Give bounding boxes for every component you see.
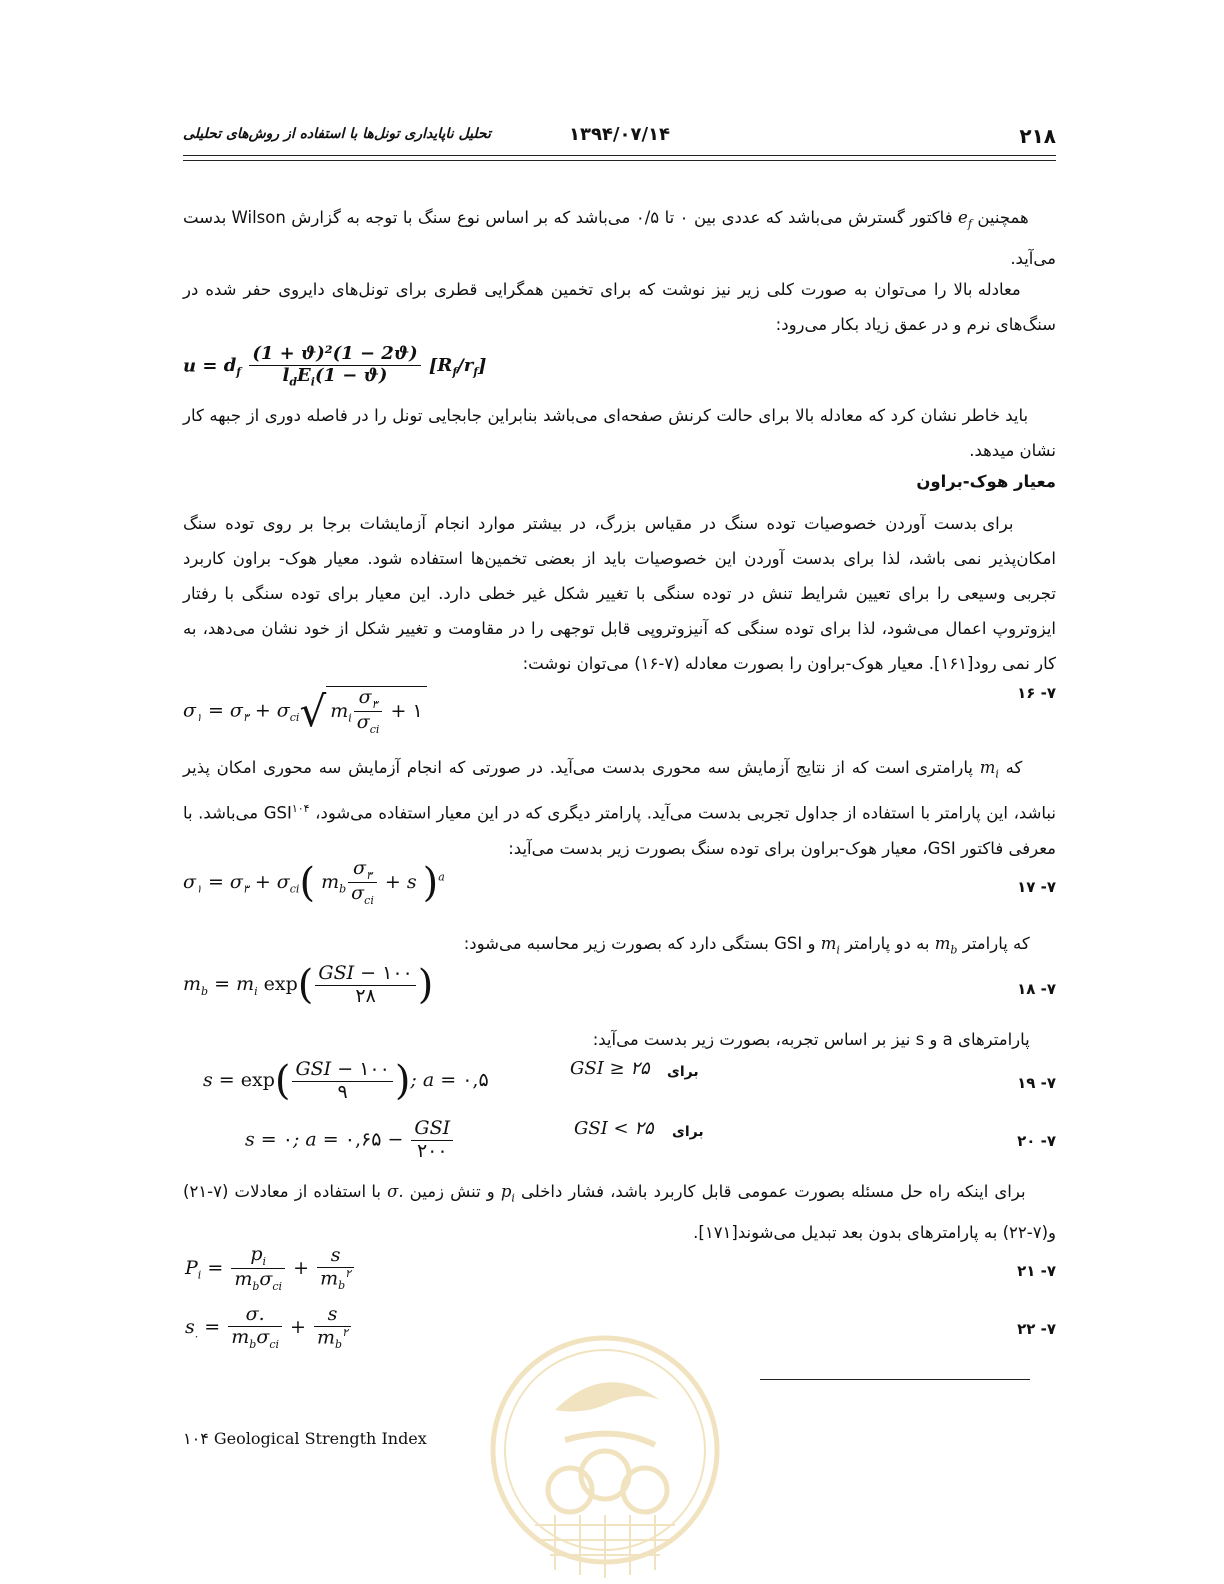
- section-heading: معیار هوک-براون: [916, 472, 1056, 491]
- equation-20: s = ۰; a = ۰,۶۵ − $\frac{\text{GSI}}{۲۰۰}$: [245, 1118, 455, 1163]
- equation-number-22: ۷- ۲۲: [1017, 1320, 1056, 1338]
- condition-gsi-lt: GSI < ۲۵: [574, 1118, 654, 1139]
- page-header: [183, 120, 1056, 152]
- equation-number-18: ۷- ۱۸: [1017, 980, 1056, 998]
- paragraph-dimensionless: برای اینکه راه حل مسئله بصورت عمومی قابل کاربرد باشد، فشار داخلی $p_i$ و تنش زمین σ. با استفاده از معادلات (۷-۲۱) و(۷-۲۲) به پارامترهای بدون بعد تبدیل می‌شوند[۱۷۱].: [183, 1182, 1056, 1243]
- header-rule-double: [183, 160, 1056, 161]
- equation-convergence: $u = d_f$ $\frac{\text{(1 + ϑ)²(1 − 2ϑ)}}{l_dE_i(1 - ϑ)}$ $[R_f/r_f]$: [183, 343, 487, 389]
- equation-22: $s_.$ = $\frac{\sigma.}{m_b\sigma_{ci}}$ + $\frac{s}{m_b^۲}$: [185, 1304, 353, 1352]
- equation-18: $m_b = m_i$ exp( $\frac{\text{GSI − ۱۰۰}}{۲۸}$ ): [183, 961, 434, 1008]
- label-baray-1: برای: [667, 1064, 699, 1080]
- condition-gsi-ge: GSI ≥ ۲۵: [570, 1058, 650, 1079]
- equation-16: $\sigma_۱ = \sigma_۳ + \sigma_{ci}√$ $m_i$ $\frac{\sigma_۳}{\sigma_{ci}}$ + ۱: [183, 686, 427, 737]
- paragraph-spread-factor: همچنین $e_f$ فاکتور گسترش می‌باشد که عددی بین ۰ تا ۰/۵ می‌باشد که بر اساس نوع سنگ با توجه به گزارش Wilson بدست می‌آید.: [183, 208, 1056, 269]
- equation-21: $P_i$ = $\frac{p_i}{m_b\sigma_{ci}}$ + $\frac{s}{m_b^۲}$: [185, 1244, 356, 1294]
- equation-19: s = exp( $\frac{\text{GSI − ۱۰۰}}{۹}$ ); a = ۰,۵: [203, 1057, 489, 1104]
- footnote: ۱۰۴ Geological Strength Index: [183, 1429, 427, 1448]
- paragraph-general-form: معادله بالا را می‌توان به صورت کلی زیر نیز نوشت که برای تخمین همگرایی قطری برای تونل‌های دایروی حفر شده در سنگ‌های نرم و در عمق زیاد بکار می‌رود:: [183, 280, 1056, 334]
- paragraph-mi: که $m_i$ پارامتری است که از نتایج آزمایش سه محوری بدست می‌آید. در صورتی که انجام آزمایش سه محوری امکان پذیر نباشد، این پارامتر با استفاده از جداول تجربی بدست می‌آید. پارامتر دیگری که در این معیار استفاده می‌شود، GSI$^{۱۰۴}$ می‌باشد. با معرفی فاکتور GSI، معیار هوک-براون برای توده سنگ بصورت زیر بدست می‌آید:: [183, 758, 1056, 858]
- equation-number-20: ۷- ۲۰: [1017, 1132, 1056, 1150]
- var-e-f: $e_f$: [958, 208, 972, 231]
- equation-number-16: ۷- ۱۶: [1017, 684, 1056, 702]
- header-title: تحلیل ناپایداری تونل‌ها با استفاده از روش‌های تحلیلی: [183, 126, 491, 142]
- footnote-rule: [760, 1379, 1030, 1380]
- header-rule: [183, 155, 1056, 156]
- equation-number-21: ۷- ۲۱: [1017, 1262, 1056, 1280]
- watermark-seal-logo: [485, 1330, 725, 1584]
- page-number: ۲۱۸: [1019, 124, 1056, 148]
- paragraph-mb: که پارامتر $m_b$ به دو پارامتر $m_i$ و GSI بستگی دارد که بصورت زیر محاسبه می‌شود:: [463, 934, 1030, 957]
- equation-17: $\sigma_۱ = \sigma_۳ + \sigma_{ci}$( $m_b$ $\frac{\sigma_۳}{\sigma_{ci}}$ + s )$^a$: [183, 857, 445, 908]
- paragraph-plane-strain: باید خاطر نشان کرد که معادله بالا برای حالت کرنش صفحه‌ای می‌باشد بنابراین جابجایی تونل را در فاصله دوری از جبهه کار نشان میدهد.: [183, 406, 1056, 460]
- paragraph-hoek-brown: برای بدست آوردن خصوصیات توده سنگ در مقیاس بزرگ، در بیشتر موارد انجام آزمایشات برجا بر روی توده سنگ امکان‌پذیر نمی باشد، لذا برای بدست آوردن این خصوصیات باید از بعضی تخمین‌ها استفاده شود. معیار هوک- براون کاربرد تجربی وسیعی را برای تعیین شرایط تنش در توده سنگی با تغییر شکل غیر خطی دارد. این معیار برای توده سنگی با رفتار ایزوتروپ اعمال می‌شود، لذا برای توده سنگی که آنیزوتروپی قابل توجهی را در مقاومت و تغییر شکل از خود نشان می‌دهد، به کار نمی رود[۱۶۱]. معیار هوک-براون را بصورت معادله (۷-۱۶) می‌توان نوشت:: [183, 514, 1056, 673]
- header-date: ۱۳۹۴/۰۷/۱۴: [568, 124, 671, 145]
- equation-number-19: ۷- ۱۹: [1017, 1074, 1056, 1092]
- label-baray-2: برای: [672, 1124, 704, 1140]
- paragraph-a-s: پارامترهای a و s نیز بر اساس تجربه، بصورت زیر بدست می‌آید:: [592, 1030, 1030, 1049]
- equation-number-17: ۷- ۱۷: [1017, 878, 1056, 896]
